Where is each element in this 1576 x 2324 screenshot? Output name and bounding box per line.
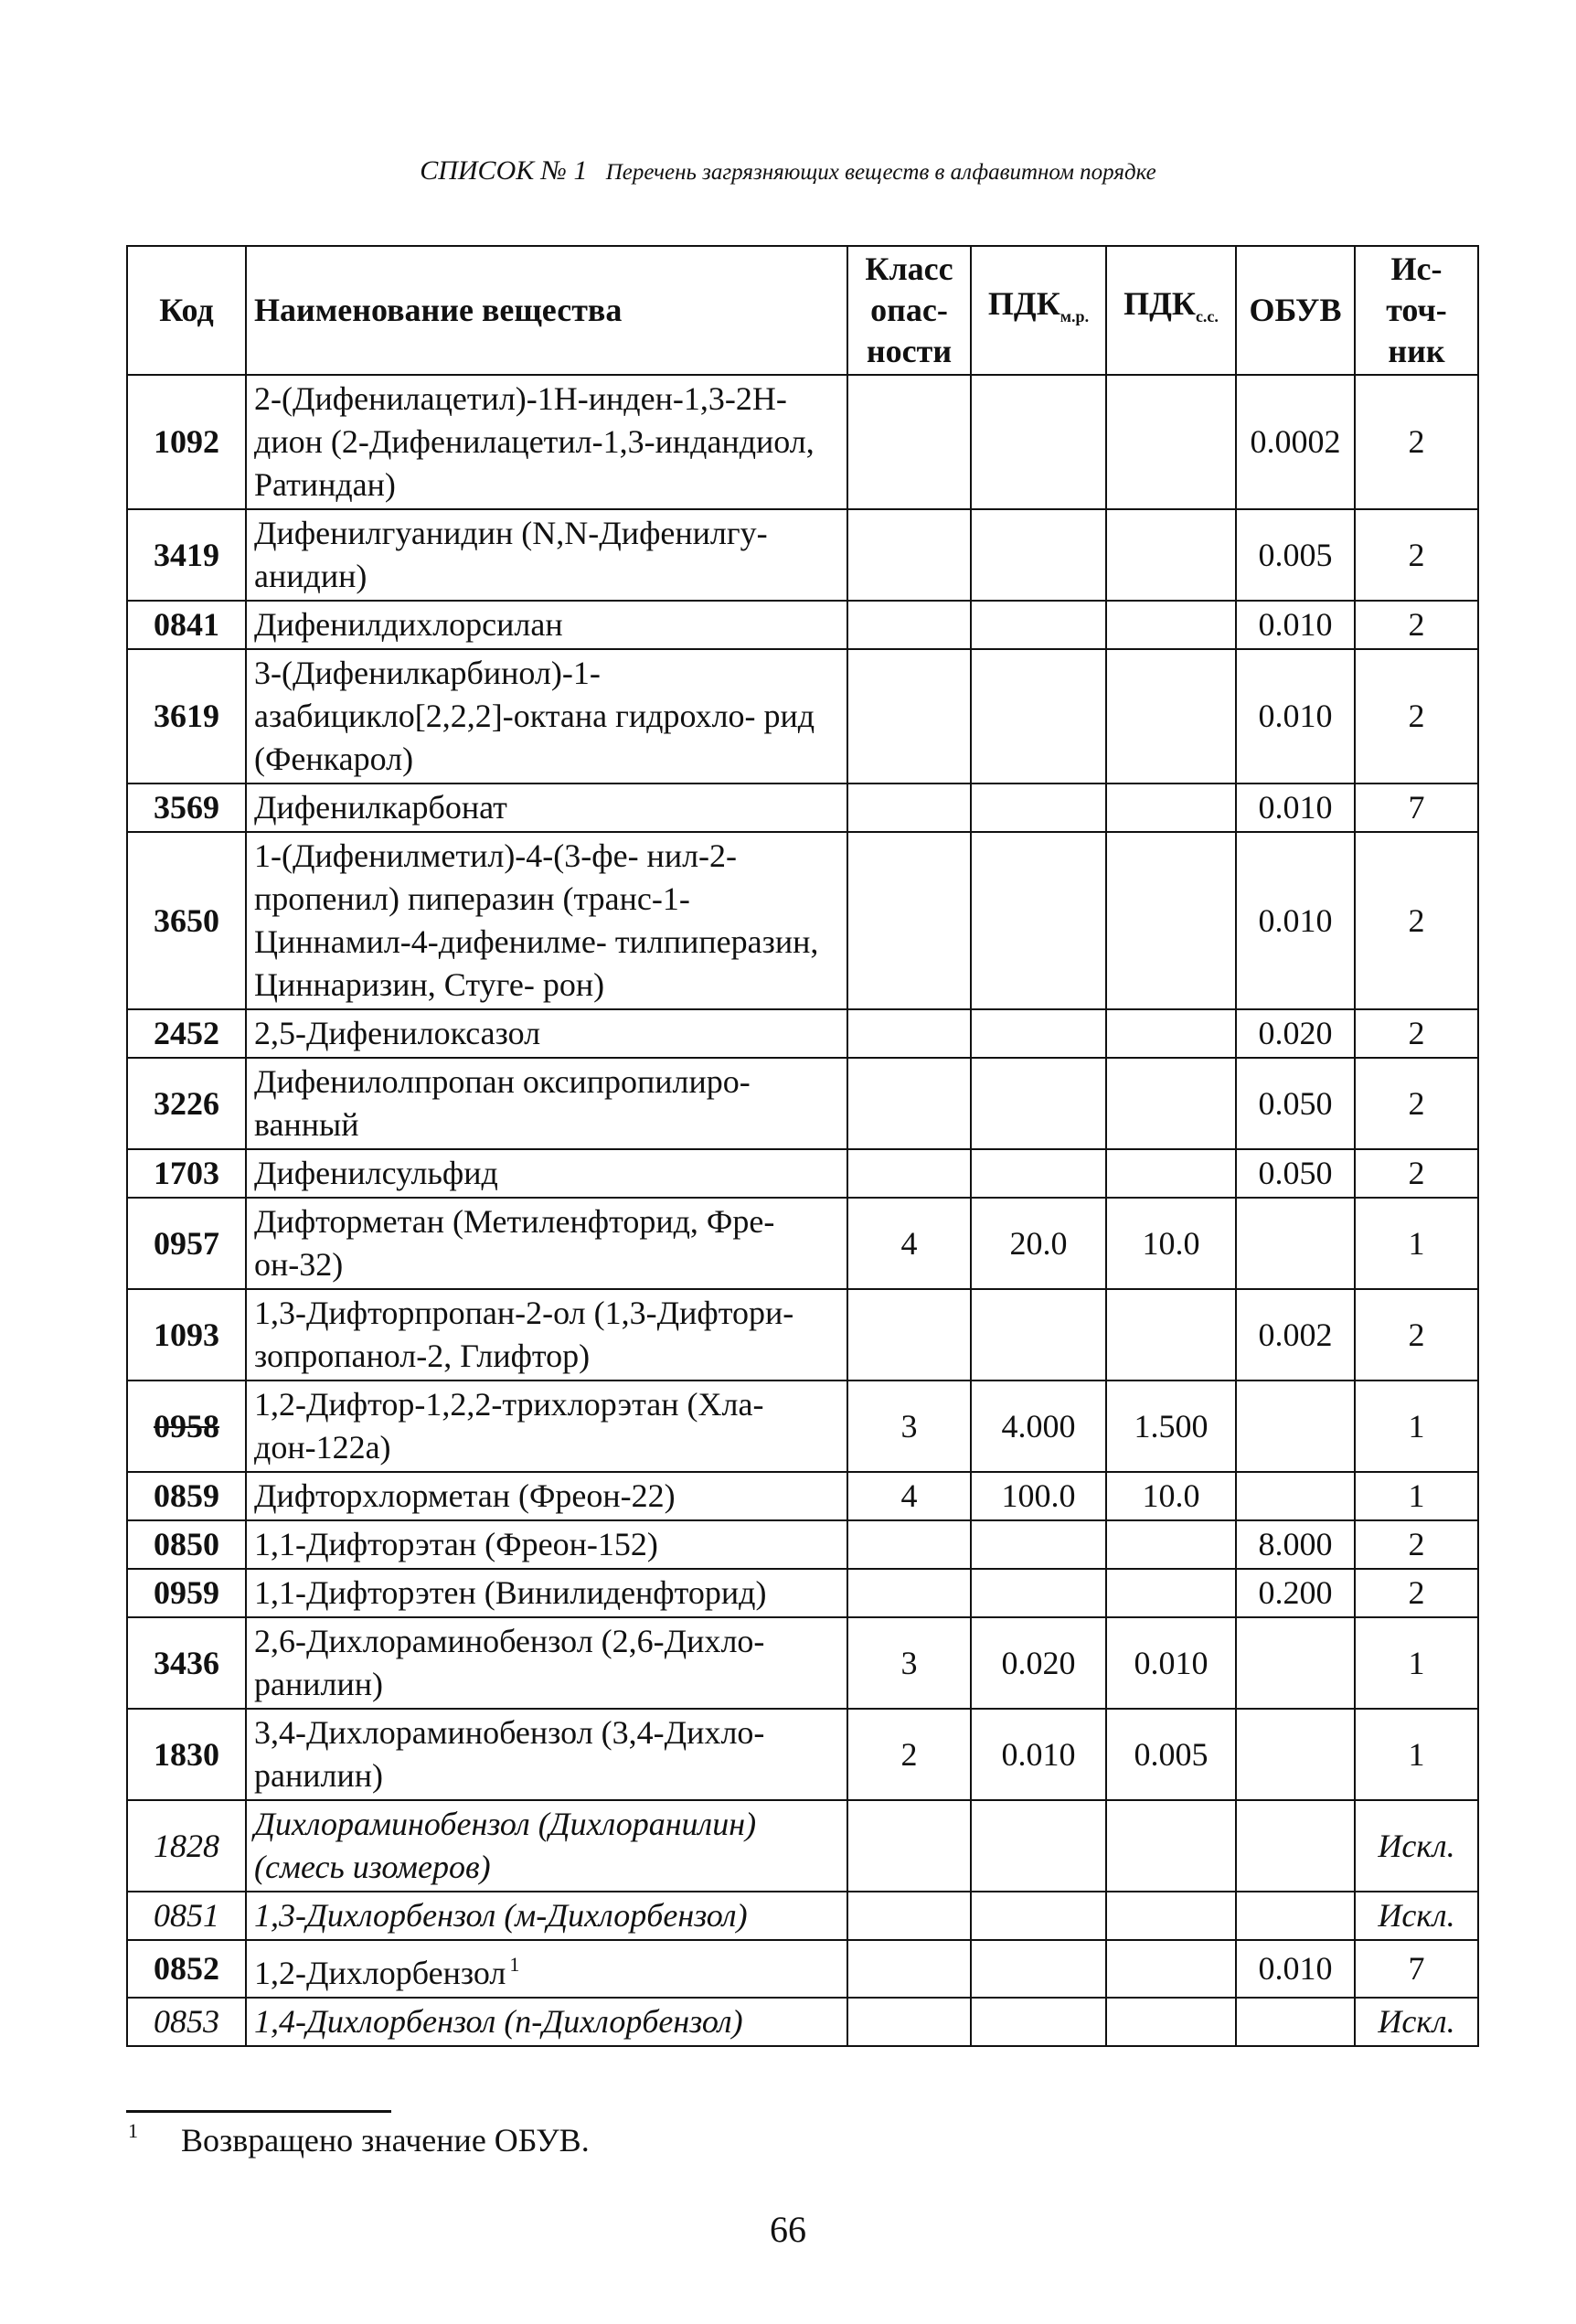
- cell-code: 0859: [127, 1472, 246, 1520]
- cell-pdk-mr: [971, 1289, 1106, 1381]
- cell-source: Искл.: [1355, 1800, 1478, 1892]
- cell-pdk-mr: [971, 1149, 1106, 1198]
- table-row: [127, 1058, 1478, 1149]
- cell-pdk-ss: [1106, 375, 1236, 509]
- table-row: [127, 1149, 1478, 1198]
- cell-hazard: 4: [847, 1198, 971, 1289]
- cell-obuv: 0.200: [1236, 1569, 1355, 1617]
- cell-hazard: [847, 1569, 971, 1617]
- cell-obuv: 0.002: [1236, 1289, 1355, 1381]
- col-header-source: Ис- точ- ник: [1355, 246, 1478, 375]
- cell-code: 1830: [127, 1709, 246, 1800]
- pdk-ss-subscript: с.с.: [1195, 307, 1219, 325]
- table-row: [127, 649, 1478, 784]
- cell-pdk-ss: [1106, 1940, 1236, 1998]
- cell-source: 2: [1355, 601, 1478, 649]
- cell-hazard: 4: [847, 1472, 971, 1520]
- cell-pdk-ss: [1106, 1800, 1236, 1892]
- cell-obuv: 0.010: [1236, 832, 1355, 1009]
- cell-pdk-ss: 0.005: [1106, 1709, 1236, 1800]
- struck-code: 0958: [154, 1407, 219, 1445]
- cell-code: 3650: [127, 832, 246, 1009]
- cell-code: 1093: [127, 1289, 246, 1381]
- footnote-mark: 1: [128, 2119, 138, 2142]
- cell-pdk-mr: 0.010: [971, 1709, 1106, 1800]
- cell-pdk-ss: [1106, 509, 1236, 601]
- cell-pdk-ss: [1106, 1009, 1236, 1058]
- cell-name-with-footnote: [246, 1940, 847, 1998]
- cell-source: 7: [1355, 784, 1478, 832]
- cell-name: Дифенилгуанидин (N,N-Дифенилгу- анидин): [246, 509, 847, 601]
- table-row: [127, 1940, 1478, 1998]
- cell-name: Дифенилдихлорсилан: [246, 601, 847, 649]
- cell-name: 1,1-Дифторэтен (Винилиденфторид): [246, 1569, 847, 1617]
- cell-source: 2: [1355, 832, 1478, 1009]
- substances-table: [126, 245, 1479, 2047]
- cell-pdk-mr: [971, 1058, 1106, 1149]
- cell-name: 3,4-Дихлораминобензол (3,4-Дихло- ранилин): [246, 1709, 847, 1800]
- cell-name: 1,2-Дифтор-1,2,2-трихлорэтан (Хла- дон-122а): [246, 1381, 847, 1472]
- cell-hazard: [847, 649, 971, 784]
- cell-code: 1092: [127, 375, 246, 509]
- cell-obuv: [1236, 1800, 1355, 1892]
- cell-pdk-mr: [971, 375, 1106, 509]
- cell-pdk-ss: 1.500: [1106, 1381, 1236, 1472]
- cell-name: 1,3-Дихлорбензол (м-Дихлорбензол): [246, 1892, 847, 1940]
- cell-hazard: [847, 1289, 971, 1381]
- cell-hazard: 3: [847, 1617, 971, 1709]
- pdk-mr-label: ПДК: [987, 285, 1060, 322]
- cell-source: 2: [1355, 1009, 1478, 1058]
- cell-hazard: [847, 784, 971, 832]
- cell-pdk-mr: [971, 832, 1106, 1009]
- cell-pdk-ss: [1106, 1569, 1236, 1617]
- cell-code: 0853: [127, 1998, 246, 2046]
- footnote-divider: [126, 2110, 391, 2113]
- cell-obuv: [1236, 1709, 1355, 1800]
- cell-source: 2: [1355, 1058, 1478, 1149]
- cell-hazard: [847, 375, 971, 509]
- cell-source: 2: [1355, 649, 1478, 784]
- cell-name: Дифторметан (Метиленфторид, Фре- он-32): [246, 1198, 847, 1289]
- table-row: [127, 601, 1478, 649]
- cell-source: 2: [1355, 509, 1478, 601]
- col-header-pdk-ss: [1106, 246, 1236, 375]
- cell-pdk-mr: [971, 1800, 1106, 1892]
- cell-pdk-mr: [971, 601, 1106, 649]
- cell-source: 2: [1355, 1289, 1478, 1381]
- cell-pdk-ss: [1106, 1289, 1236, 1381]
- table-row: [127, 375, 1478, 509]
- cell-pdk-ss: [1106, 1892, 1236, 1940]
- cell-obuv: 0.010: [1236, 1940, 1355, 1998]
- cell-obuv: 0.010: [1236, 601, 1355, 649]
- table-row: [127, 1472, 1478, 1520]
- cell-pdk-ss: [1106, 1520, 1236, 1569]
- cell-obuv: 0.020: [1236, 1009, 1355, 1058]
- cell-hazard: [847, 1800, 971, 1892]
- cell-code: 3226: [127, 1058, 246, 1149]
- table-row: [127, 1289, 1478, 1381]
- cell-code: 0851: [127, 1892, 246, 1940]
- cell-obuv: [1236, 1617, 1355, 1709]
- cell-pdk-mr: 4.000: [971, 1381, 1106, 1472]
- cell-name: 1,3-Дифторпропан-2-ол (1,3-Дифтори- зопропанол-2, Глифтор): [246, 1289, 847, 1381]
- table-row: [127, 784, 1478, 832]
- cell-pdk-ss: 0.010: [1106, 1617, 1236, 1709]
- cell-code: 0852: [127, 1940, 246, 1998]
- cell-obuv: [1236, 1892, 1355, 1940]
- cell-pdk-mr: 20.0: [971, 1198, 1106, 1289]
- cell-pdk-mr: [971, 1009, 1106, 1058]
- cell-hazard: [847, 832, 971, 1009]
- cell-pdk-ss: [1106, 832, 1236, 1009]
- cell-pdk-mr: [971, 649, 1106, 784]
- cell-source: 2: [1355, 1520, 1478, 1569]
- table-row-excluded: [127, 1892, 1478, 1940]
- cell-code: 3419: [127, 509, 246, 601]
- cell-code: 3619: [127, 649, 246, 784]
- cell-code: 1828: [127, 1800, 246, 1892]
- cell-obuv: 0.005: [1236, 509, 1355, 601]
- cell-source: 1: [1355, 1472, 1478, 1520]
- cell-hazard: [847, 601, 971, 649]
- table-row-excluded: [127, 1800, 1478, 1892]
- cell-name-text: 1,2-Дихлорбензол: [254, 1955, 506, 1991]
- cell-hazard: [847, 1892, 971, 1940]
- cell-name: Дифторхлорметан (Фреон-22): [246, 1472, 847, 1520]
- cell-hazard: [847, 1058, 971, 1149]
- cell-name: 1,1-Дифторэтан (Фреон-152): [246, 1520, 847, 1569]
- cell-code-struck: [127, 1381, 246, 1472]
- table-row: [127, 1709, 1478, 1800]
- page-number: 66: [770, 2209, 806, 2250]
- pdk-ss-label: ПДК: [1123, 285, 1196, 322]
- cell-source: 1: [1355, 1617, 1478, 1709]
- col-header-hazard: Класс опас- ности: [847, 246, 971, 375]
- cell-source: 7: [1355, 1940, 1478, 1998]
- cell-source: Искл.: [1355, 1998, 1478, 2046]
- list-title: СПИСОК № 1: [420, 155, 588, 186]
- cell-pdk-mr: [971, 1520, 1106, 1569]
- footnote-text: Возвращено значение ОБУВ.: [181, 2122, 590, 2159]
- cell-name: Дифенилкарбонат: [246, 784, 847, 832]
- col-header-pdk-mr: [971, 246, 1106, 375]
- cell-source: 1: [1355, 1381, 1478, 1472]
- list-subtitle: Перечень загрязняющих веществ в алфавитном порядке: [605, 160, 1156, 185]
- cell-source: 2: [1355, 1149, 1478, 1198]
- cell-obuv: [1236, 1472, 1355, 1520]
- cell-pdk-mr: [971, 1892, 1106, 1940]
- cell-hazard: [847, 1149, 971, 1198]
- cell-pdk-mr: [971, 784, 1106, 832]
- cell-obuv: 0.010: [1236, 784, 1355, 832]
- cell-name: 1-(Дифенилметил)-4-(3-фе- нил-2-пропенил) пиперазин (транс-1-Циннамил-4-дифенилме- тилпиперазин, Циннаризин, Стуге- рон): [246, 832, 847, 1009]
- cell-pdk-ss: 10.0: [1106, 1198, 1236, 1289]
- cell-pdk-mr: [971, 1998, 1106, 2046]
- cell-obuv: [1236, 1198, 1355, 1289]
- table-row: [127, 1520, 1478, 1569]
- table-row: [127, 1617, 1478, 1709]
- cell-code: 0957: [127, 1198, 246, 1289]
- cell-pdk-ss: 10.0: [1106, 1472, 1236, 1520]
- cell-hazard: [847, 1998, 971, 2046]
- col-header-code: Код: [127, 246, 246, 375]
- table-row: [127, 1009, 1478, 1058]
- cell-pdk-mr: 100.0: [971, 1472, 1106, 1520]
- cell-source: 1: [1355, 1709, 1478, 1800]
- table-row: [127, 832, 1478, 1009]
- cell-source: 2: [1355, 375, 1478, 509]
- table-row: [127, 509, 1478, 601]
- cell-code: 3569: [127, 784, 246, 832]
- cell-name: 2,5-Дифенилоксазол: [246, 1009, 847, 1058]
- table-row: [127, 1569, 1478, 1617]
- cell-hazard: [847, 1009, 971, 1058]
- cell-source: Искл.: [1355, 1892, 1478, 1940]
- cell-obuv: 8.000: [1236, 1520, 1355, 1569]
- table-header-row: [127, 246, 1478, 375]
- cell-pdk-ss: [1106, 1149, 1236, 1198]
- cell-obuv: [1236, 1381, 1355, 1472]
- cell-name: Дифенилолпропан оксипропилиро- ванный: [246, 1058, 847, 1149]
- cell-hazard: [847, 509, 971, 601]
- cell-code: 0959: [127, 1569, 246, 1617]
- cell-hazard: 3: [847, 1381, 971, 1472]
- cell-obuv: 0.050: [1236, 1149, 1355, 1198]
- cell-obuv: 0.050: [1236, 1058, 1355, 1149]
- pdk-mr-subscript: м.р.: [1060, 307, 1090, 325]
- cell-name: Дифенилсульфид: [246, 1149, 847, 1198]
- cell-hazard: 2: [847, 1709, 971, 1800]
- cell-pdk-ss: [1106, 1998, 1236, 2046]
- cell-name: 2,6-Дихлораминобензол (2,6-Дихло- ранилин): [246, 1617, 847, 1709]
- table-row: [127, 1198, 1478, 1289]
- footnote-ref: 1: [509, 1953, 520, 1976]
- table-row-excluded: [127, 1998, 1478, 2046]
- table-row: [127, 1381, 1478, 1472]
- cell-code: 2452: [127, 1009, 246, 1058]
- cell-pdk-ss: [1106, 1058, 1236, 1149]
- cell-pdk-mr: [971, 509, 1106, 601]
- cell-pdk-ss: [1106, 601, 1236, 649]
- page-header: [0, 155, 1576, 187]
- cell-hazard: [847, 1940, 971, 1998]
- cell-source: 2: [1355, 1569, 1478, 1617]
- cell-code: 3436: [127, 1617, 246, 1709]
- cell-pdk-mr: [971, 1569, 1106, 1617]
- col-header-obuv: ОБУВ: [1236, 246, 1355, 375]
- cell-code: 1703: [127, 1149, 246, 1198]
- cell-pdk-ss: [1106, 649, 1236, 784]
- col-header-name: Наименование вещества: [246, 246, 847, 375]
- cell-name: 1,4-Дихлорбензол (п-Дихлорбензол): [246, 1998, 847, 2046]
- cell-source: 1: [1355, 1198, 1478, 1289]
- cell-pdk-mr: 0.020: [971, 1617, 1106, 1709]
- cell-name: 2-(Дифенилацетил)-1Н-инден-1,3-2Н-дион (2-Дифенилацетил-1,3-индандиол, Ратиндан): [246, 375, 847, 509]
- cell-code: 0850: [127, 1520, 246, 1569]
- cell-hazard: [847, 1520, 971, 1569]
- cell-obuv: [1236, 1998, 1355, 2046]
- cell-pdk-ss: [1106, 784, 1236, 832]
- cell-pdk-mr: [971, 1940, 1106, 1998]
- cell-obuv: 0.010: [1236, 649, 1355, 784]
- cell-name: 3-(Дифенилкарбинол)-1-азабицикло[2,2,2]-октана гидрохло- рид (Фенкарол): [246, 649, 847, 784]
- cell-name: Дихлораминобензол (Дихлоранилин) (смесь изомеров): [246, 1800, 847, 1892]
- cell-code: 0841: [127, 601, 246, 649]
- cell-obuv: 0.0002: [1236, 375, 1355, 509]
